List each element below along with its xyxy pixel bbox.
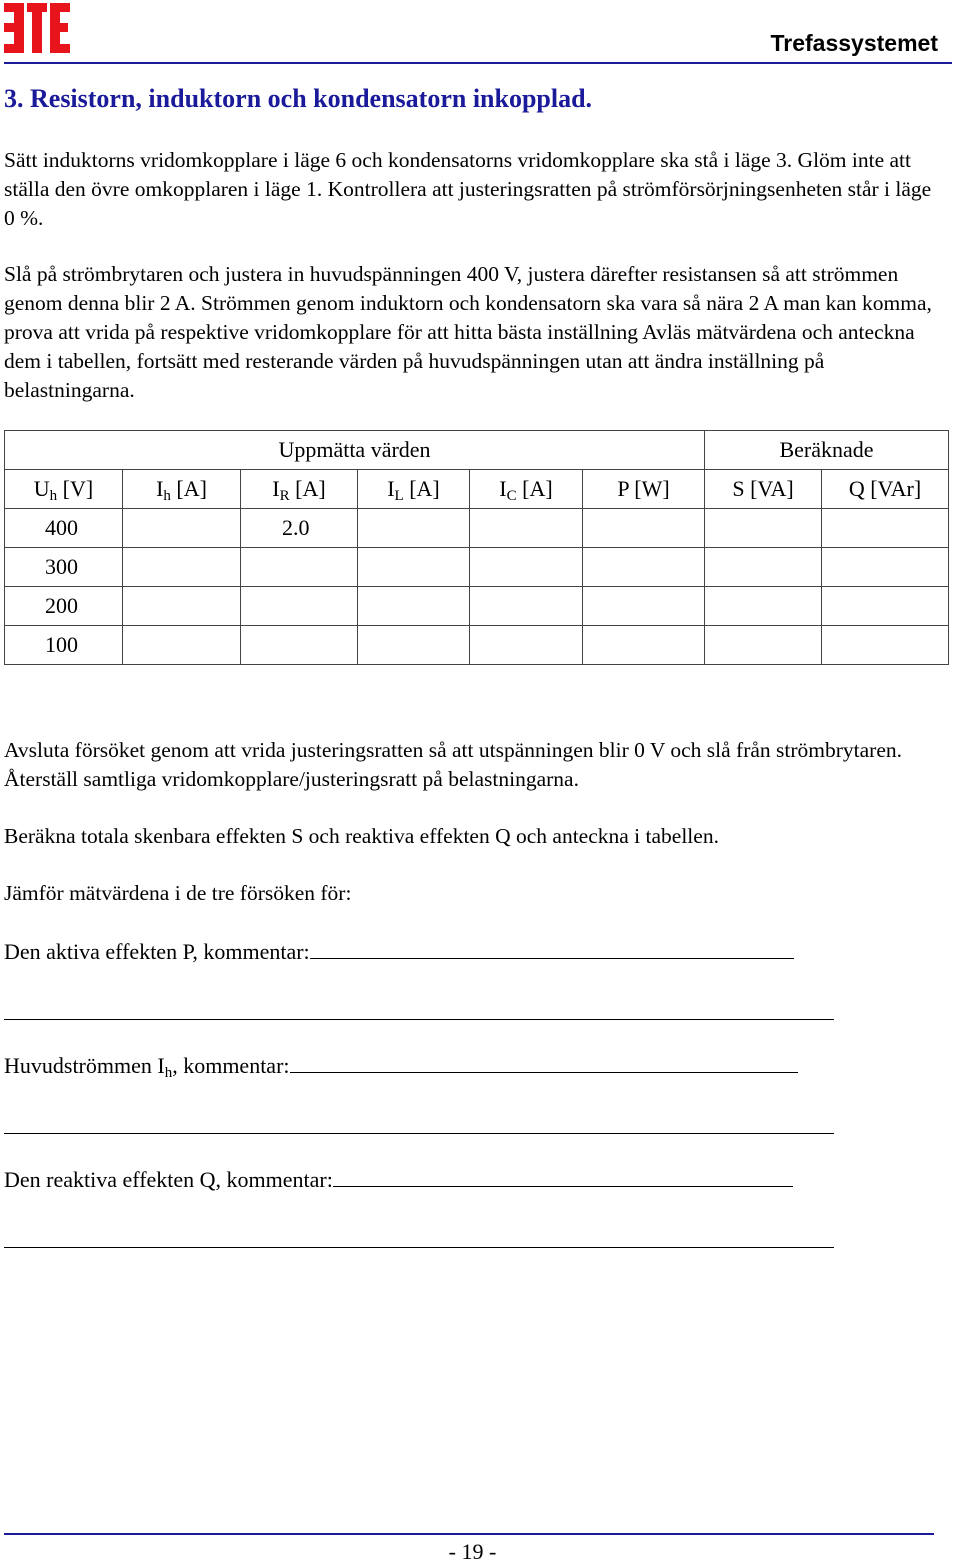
instruction-paragraph-2: Slå på strömbrytaren och justera in huvudspänningen 400 V, justera därefter resistansen så att strömmen genom denna blir 2 A. Strömmen genom induktorn och kondensatorn ska vara så nära 2 A man kan komma, prova att vrida på respektive vridomkopplare för att hitta bästa inställning Avläs mätvärdena och anteckna dem i tabellen, fortsätt med resterande värden på huvudspänningen utan att ändra inställning på belastningarna. [4, 262, 932, 402]
table-row [5, 548, 949, 587]
table-cell [241, 548, 358, 587]
active-power-comment-label: Den aktiva effekten P, kommentar: [4, 939, 310, 964]
column-header: IR [A] [241, 470, 358, 509]
table-cell [123, 626, 241, 665]
table-cell [358, 548, 470, 587]
table-cell: 200 [5, 587, 123, 626]
header-title: Trefassystemet [770, 30, 938, 56]
table-cell [583, 626, 705, 665]
table-cell [358, 587, 470, 626]
table-cell [705, 548, 822, 587]
table-cell [358, 626, 470, 665]
active-power-comment-field[interactable] [310, 936, 794, 959]
group-header-measured: Uppmätta värden [5, 431, 705, 470]
active-power-comment-row [4, 936, 794, 966]
reactive-power-comment-row [4, 1164, 793, 1194]
table-cell [822, 509, 949, 548]
table-cell [583, 548, 705, 587]
table-cell [822, 548, 949, 587]
table-cell [470, 587, 583, 626]
active-power-comment-line-2[interactable] [4, 1019, 834, 1020]
instruction-paragraph-1: Sätt induktorns vridomkopplare i läge 6 och kondensatorns vridomkopplare ska stå i läge 3. Glöm inte att ställa den övre omkopplaren i läge 1. Kontrollera att justeringsratten på strömförsörjningsenheten står i läge 0 %. [4, 148, 932, 230]
column-header: S [VA] [705, 470, 822, 509]
table-row [5, 587, 949, 626]
instruction-paragraph-4: Beräkna totala skenbara effekten S och reaktiva effekten Q och anteckna i tabellen. [4, 824, 719, 848]
column-header: IL [A] [358, 470, 470, 509]
main-current-comment-field[interactable] [290, 1050, 798, 1073]
column-header: Ih [A] [123, 470, 241, 509]
column-header: Uh [V] [5, 470, 123, 509]
section-title: 3. Resistorn, induktorn och kondensatorn inkopplad. [4, 84, 593, 113]
column-header: IC [A] [470, 470, 583, 509]
main-current-comment-line-2[interactable] [4, 1133, 834, 1134]
table-cell: 300 [5, 548, 123, 587]
group-header-calculated: Beräknade [705, 431, 949, 470]
table-cell [123, 509, 241, 548]
header-divider [4, 62, 952, 64]
reactive-power-comment-label: Den reaktiva effekten Q, kommentar: [4, 1167, 333, 1192]
table-cell [123, 548, 241, 587]
table-cell: 400 [5, 509, 123, 548]
table-row [5, 509, 949, 548]
table-cell [470, 626, 583, 665]
column-header: Q [VAr] [822, 470, 949, 509]
main-current-comment-row [4, 1050, 798, 1083]
table-cell: 100 [5, 626, 123, 665]
table-cell [583, 587, 705, 626]
footer-divider [4, 1533, 934, 1535]
column-header: P [W] [583, 470, 705, 509]
main-current-comment-label: Huvudströmmen Ih, kommentar: [4, 1053, 290, 1081]
measurement-table [4, 430, 949, 665]
instruction-paragraph-3: Avsluta försöket genom att vrida justeringsratten så att utspänningen blir 0 V och slå från strömbrytaren. Återställ samtliga vridomkopplare/justeringsratt på belastningarna. [4, 738, 903, 791]
reactive-power-comment-line-2[interactable] [4, 1247, 834, 1248]
table-cell [822, 587, 949, 626]
table-group-header-row [5, 431, 949, 470]
table-cell [705, 587, 822, 626]
table-cell: 2.0 [241, 509, 358, 548]
table-cell [358, 509, 470, 548]
table-cell [583, 509, 705, 548]
table-cell [822, 626, 949, 665]
table-cell [705, 509, 822, 548]
table-cell [470, 548, 583, 587]
table-cell [470, 509, 583, 548]
table-cell [241, 626, 358, 665]
table-column-header-row [5, 470, 949, 509]
page-number: - 19 - [448, 1539, 497, 1564]
table-cell [705, 626, 822, 665]
company-logo [4, 3, 70, 53]
table-row [5, 626, 949, 665]
instruction-paragraph-5: Jämför mätvärdena i de tre försöken för: [4, 881, 352, 905]
reactive-power-comment-field[interactable] [333, 1164, 793, 1187]
table-cell [241, 587, 358, 626]
table-cell [123, 587, 241, 626]
